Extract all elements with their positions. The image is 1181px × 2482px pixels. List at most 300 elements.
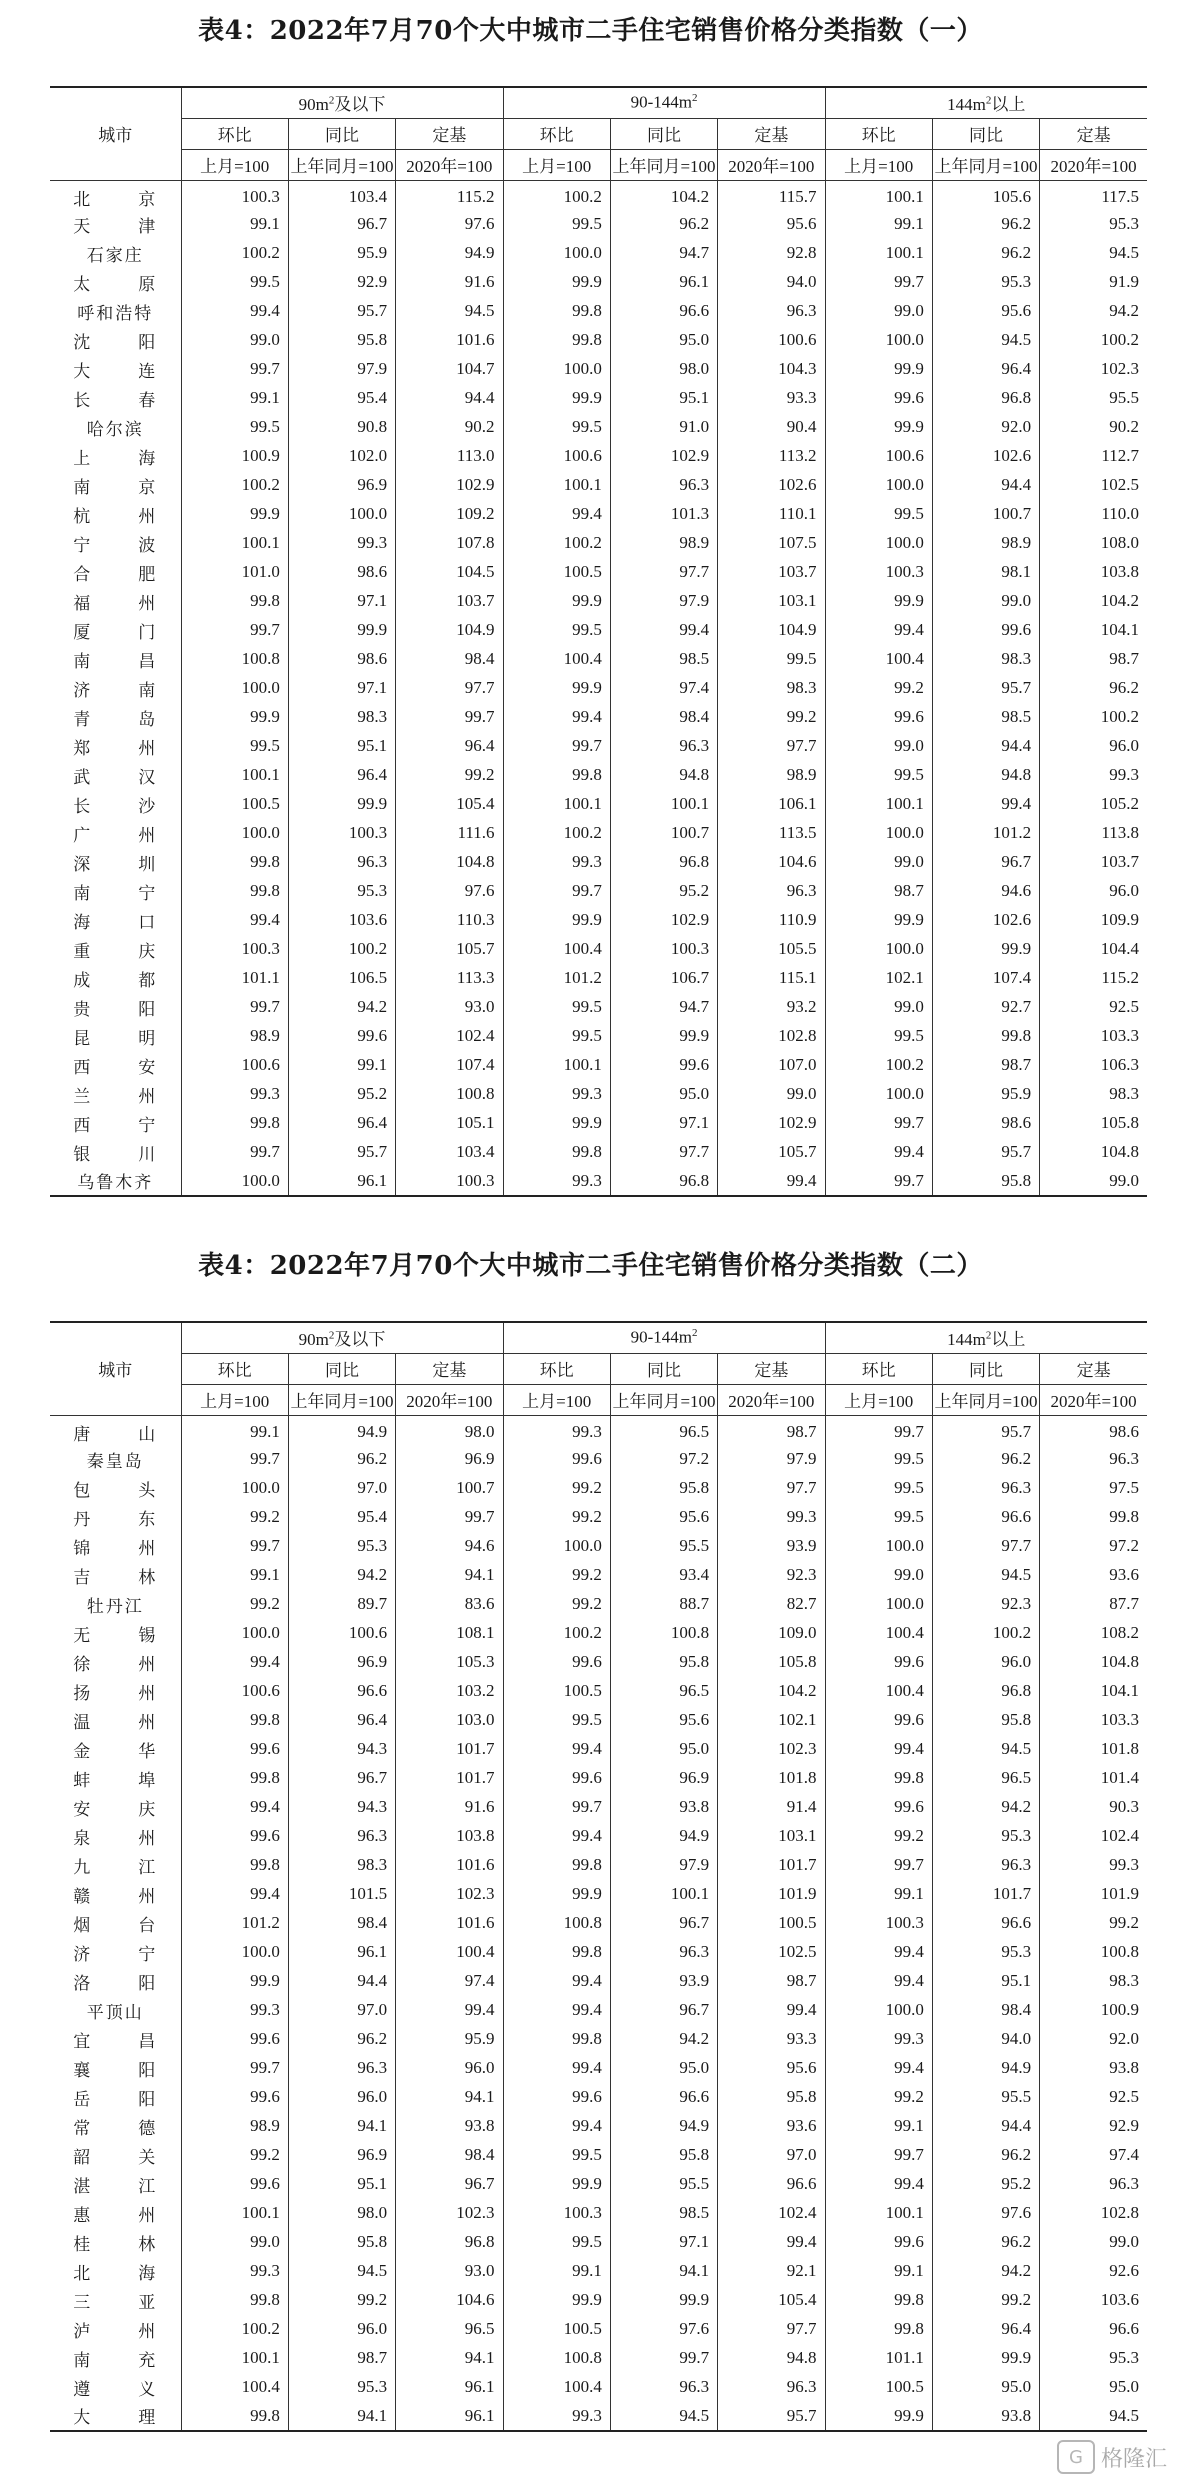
index-value: 94.9 — [610, 1822, 717, 1851]
index-value: 82.7 — [718, 1590, 825, 1619]
index-value: 100.4 — [181, 2373, 288, 2402]
table-row — [50, 326, 1147, 355]
index-value: 99.8 — [181, 848, 288, 877]
index-value: 100.1 — [825, 239, 932, 268]
index-value: 99.9 — [932, 2344, 1039, 2373]
table-row — [50, 1619, 1147, 1648]
index-value: 101.6 — [396, 1909, 503, 1938]
index-value: 100.1 — [181, 2344, 288, 2373]
index-value: 99.7 — [825, 1109, 932, 1138]
index-value: 95.3 — [932, 268, 1039, 297]
index-value: 95.9 — [288, 239, 395, 268]
index-value: 99.7 — [181, 1445, 288, 1474]
table1-city-header: 城市 — [50, 87, 181, 180]
index-value: 95.3 — [1040, 2344, 1147, 2373]
index-value: 97.1 — [288, 674, 395, 703]
index-value: 96.6 — [610, 297, 717, 326]
index-value: 102.3 — [396, 2199, 503, 2228]
index-value: 98.4 — [396, 2141, 503, 2170]
table2-base-header: 上月=100 — [181, 1384, 288, 1415]
table2-subheader: 同比 — [610, 1353, 717, 1384]
index-value: 96.0 — [288, 2315, 395, 2344]
index-value: 91.6 — [396, 268, 503, 297]
index-value: 99.0 — [1040, 2228, 1147, 2257]
index-value: 96.4 — [932, 355, 1039, 384]
city-name: 襄阳 — [50, 2054, 181, 2083]
index-value: 100.2 — [181, 2315, 288, 2344]
index-value: 99.2 — [288, 2286, 395, 2315]
index-value: 99.6 — [503, 1764, 610, 1793]
index-value: 101.9 — [1040, 1880, 1147, 1909]
index-value: 100.5 — [503, 1677, 610, 1706]
index-value: 100.2 — [1040, 703, 1147, 732]
index-value: 95.0 — [610, 1080, 717, 1109]
index-value: 96.9 — [610, 1764, 717, 1793]
index-value: 100.0 — [288, 500, 395, 529]
table1-group-header-3: $144m^2$以上 — [825, 87, 1147, 118]
index-value: 101.1 — [825, 2344, 932, 2373]
index-value: 115.2 — [1040, 964, 1147, 993]
index-value: 100.0 — [181, 1619, 288, 1648]
table2-subheader: 定基 — [1040, 1353, 1147, 1384]
index-value: 99.6 — [825, 1648, 932, 1677]
index-value: 99.4 — [825, 1967, 932, 1996]
table2-base-header: 2020年=100 — [1040, 1384, 1147, 1415]
table-row — [50, 790, 1147, 819]
table-row — [50, 471, 1147, 500]
index-value: 98.0 — [396, 1415, 503, 1445]
index-value: 99.4 — [718, 1167, 825, 1196]
index-value: 113.3 — [396, 964, 503, 993]
city-name: 青岛 — [50, 703, 181, 732]
index-value: 103.7 — [718, 558, 825, 587]
index-value: 99.2 — [181, 2141, 288, 2170]
city-name: 平顶山 — [50, 1996, 181, 2025]
index-value: 90.4 — [718, 413, 825, 442]
city-name: 桂林 — [50, 2228, 181, 2257]
index-value: 91.4 — [718, 1793, 825, 1822]
index-value: 97.6 — [932, 2199, 1039, 2228]
index-value: 99.6 — [932, 616, 1039, 645]
index-value: 99.5 — [825, 761, 932, 790]
index-value: 99.6 — [825, 703, 932, 732]
index-value: 99.7 — [181, 1138, 288, 1167]
index-value: 96.3 — [610, 2373, 717, 2402]
index-value: 105.5 — [718, 935, 825, 964]
index-value: 94.2 — [610, 2025, 717, 2054]
index-value: 100.2 — [503, 529, 610, 558]
index-value: 117.5 — [1040, 180, 1147, 210]
index-value: 99.3 — [288, 529, 395, 558]
index-value: 99.0 — [181, 2228, 288, 2257]
index-value: 104.6 — [396, 2286, 503, 2315]
index-value: 100.1 — [825, 2199, 932, 2228]
index-value: 102.5 — [1040, 471, 1147, 500]
city-name: 蚌埠 — [50, 1764, 181, 1793]
index-value: 99.1 — [181, 210, 288, 239]
table-row — [50, 1706, 1147, 1735]
index-value: 98.3 — [1040, 1080, 1147, 1109]
index-value: 97.9 — [610, 587, 717, 616]
index-value: 99.0 — [181, 326, 288, 355]
index-value: 99.7 — [825, 2141, 932, 2170]
index-value: 96.1 — [288, 1167, 395, 1196]
index-value: 99.3 — [718, 1503, 825, 1532]
index-value: 96.4 — [288, 761, 395, 790]
index-value: 102.5 — [718, 1938, 825, 1967]
index-value: 99.2 — [503, 1474, 610, 1503]
index-value: 87.7 — [1040, 1590, 1147, 1619]
index-value: 99.4 — [825, 2054, 932, 2083]
index-value: 99.8 — [503, 326, 610, 355]
index-value: 95.1 — [288, 2170, 395, 2199]
index-value: 104.2 — [718, 1677, 825, 1706]
index-value: 95.1 — [610, 384, 717, 413]
index-value: 109.2 — [396, 500, 503, 529]
index-value: 94.2 — [288, 1561, 395, 1590]
index-value: 90.3 — [1040, 1793, 1147, 1822]
table1-subheader: 同比 — [932, 118, 1039, 149]
table2-base-header: 2020年=100 — [718, 1384, 825, 1415]
index-value: 100.7 — [396, 1474, 503, 1503]
index-value: 100.6 — [181, 1677, 288, 1706]
index-value: 95.8 — [288, 326, 395, 355]
index-value: 99.6 — [181, 1735, 288, 1764]
table-row — [50, 964, 1147, 993]
index-value: 99.7 — [503, 1793, 610, 1822]
index-value: 100.3 — [396, 1167, 503, 1196]
index-value: 95.9 — [396, 2025, 503, 2054]
index-value: 96.7 — [288, 1764, 395, 1793]
index-value: 108.2 — [1040, 1619, 1147, 1648]
index-value: 94.5 — [932, 1735, 1039, 1764]
city-name: 岳阳 — [50, 2083, 181, 2112]
index-value: 99.1 — [825, 2257, 932, 2286]
index-value: 99.2 — [181, 1590, 288, 1619]
index-value: 97.4 — [1040, 2141, 1147, 2170]
table-row — [50, 355, 1147, 384]
index-value: 100.0 — [825, 1532, 932, 1561]
index-value: 100.6 — [825, 442, 932, 471]
index-value: 112.7 — [1040, 442, 1147, 471]
index-value: 93.0 — [396, 993, 503, 1022]
index-value: 96.3 — [932, 1851, 1039, 1880]
index-value: 101.1 — [181, 964, 288, 993]
index-value: 105.8 — [718, 1648, 825, 1677]
index-value: 103.4 — [288, 180, 395, 210]
index-value: 96.7 — [610, 1909, 717, 1938]
index-value: 95.3 — [932, 1822, 1039, 1851]
index-value: 98.3 — [718, 674, 825, 703]
index-value: 95.2 — [288, 1080, 395, 1109]
city-name: 北京 — [50, 180, 181, 210]
index-value: 102.6 — [932, 906, 1039, 935]
index-value: 102.8 — [1040, 2199, 1147, 2228]
index-value: 94.1 — [396, 1561, 503, 1590]
index-value: 100.0 — [825, 1590, 932, 1619]
index-value: 101.4 — [1040, 1764, 1147, 1793]
index-value: 95.5 — [610, 1532, 717, 1561]
index-value: 96.7 — [932, 848, 1039, 877]
index-value: 99.6 — [503, 1648, 610, 1677]
index-value: 100.4 — [825, 1619, 932, 1648]
index-value: 99.1 — [181, 384, 288, 413]
index-value: 102.4 — [1040, 1822, 1147, 1851]
table-row — [50, 761, 1147, 790]
index-value: 99.4 — [181, 297, 288, 326]
index-value: 100.0 — [825, 529, 932, 558]
index-value: 99.5 — [825, 1474, 932, 1503]
table-row — [50, 2344, 1147, 2373]
index-value: 92.9 — [1040, 2112, 1147, 2141]
index-value: 103.2 — [396, 1677, 503, 1706]
city-name: 广州 — [50, 819, 181, 848]
index-value: 99.4 — [503, 1735, 610, 1764]
index-value: 100.0 — [503, 239, 610, 268]
index-value: 105.4 — [396, 790, 503, 819]
city-name: 三亚 — [50, 2286, 181, 2315]
index-value: 96.3 — [288, 2054, 395, 2083]
index-value: 99.6 — [503, 1445, 610, 1474]
index-value: 103.8 — [396, 1822, 503, 1851]
index-value: 99.4 — [610, 616, 717, 645]
index-value: 96.8 — [610, 848, 717, 877]
table-row — [50, 2112, 1147, 2141]
index-value: 96.0 — [396, 2054, 503, 2083]
index-value: 94.9 — [288, 1415, 395, 1445]
index-value: 105.3 — [396, 1648, 503, 1677]
city-name: 秦皇岛 — [50, 1445, 181, 1474]
index-value: 94.4 — [932, 471, 1039, 500]
table-row — [50, 2199, 1147, 2228]
index-value: 99.7 — [825, 1167, 932, 1196]
index-value: 96.3 — [718, 2373, 825, 2402]
table-row — [50, 413, 1147, 442]
index-value: 100.1 — [181, 529, 288, 558]
table-row — [50, 1445, 1147, 1474]
index-value: 100.0 — [825, 819, 932, 848]
index-value: 93.8 — [932, 2402, 1039, 2431]
index-value: 99.6 — [181, 2170, 288, 2199]
index-value: 99.4 — [181, 1648, 288, 1677]
index-value: 99.7 — [825, 1415, 932, 1445]
index-value: 101.7 — [396, 1735, 503, 1764]
index-value: 100.3 — [181, 935, 288, 964]
index-value: 99.2 — [503, 1590, 610, 1619]
index-value: 99.2 — [825, 2083, 932, 2112]
index-value: 100.2 — [825, 1051, 932, 1080]
table-row — [50, 2083, 1147, 2112]
index-value: 96.9 — [396, 1445, 503, 1474]
city-name: 泸州 — [50, 2315, 181, 2344]
index-value: 99.2 — [396, 761, 503, 790]
index-value: 100.5 — [503, 2315, 610, 2344]
table-row — [50, 732, 1147, 761]
city-name: 杭州 — [50, 500, 181, 529]
index-value: 99.6 — [181, 1822, 288, 1851]
city-name: 武汉 — [50, 761, 181, 790]
index-value: 99.4 — [825, 2170, 932, 2199]
table-row — [50, 1503, 1147, 1532]
index-value: 96.6 — [288, 1677, 395, 1706]
index-value: 96.4 — [932, 2315, 1039, 2344]
index-value: 99.9 — [610, 1022, 717, 1051]
city-name: 南宁 — [50, 877, 181, 906]
table-row — [50, 848, 1147, 877]
index-value: 102.3 — [396, 1880, 503, 1909]
index-value: 94.8 — [610, 761, 717, 790]
index-value: 99.5 — [503, 210, 610, 239]
index-value: 98.0 — [288, 2199, 395, 2228]
index-value: 96.8 — [610, 1167, 717, 1196]
index-value: 96.6 — [610, 2083, 717, 2112]
index-value: 99.3 — [825, 2025, 932, 2054]
index-value: 99.4 — [825, 1735, 932, 1764]
index-value: 102.0 — [288, 442, 395, 471]
index-value: 99.4 — [181, 1880, 288, 1909]
table-row — [50, 1967, 1147, 1996]
index-value: 107.8 — [396, 529, 503, 558]
index-value: 94.8 — [932, 761, 1039, 790]
index-value: 99.3 — [503, 848, 610, 877]
table-row — [50, 645, 1147, 674]
index-value: 99.5 — [503, 2141, 610, 2170]
index-value: 105.7 — [718, 1138, 825, 1167]
index-value: 102.1 — [825, 964, 932, 993]
index-value: 104.4 — [1040, 935, 1147, 964]
index-value: 99.8 — [503, 1938, 610, 1967]
city-name: 长春 — [50, 384, 181, 413]
index-value: 98.3 — [288, 1851, 395, 1880]
index-value: 100.1 — [610, 1880, 717, 1909]
index-value: 99.5 — [825, 1022, 932, 1051]
index-value: 113.0 — [396, 442, 503, 471]
city-name: 银川 — [50, 1138, 181, 1167]
index-value: 100.1 — [181, 2199, 288, 2228]
index-value: 98.9 — [932, 529, 1039, 558]
table-row — [50, 1909, 1147, 1938]
index-value: 99.9 — [181, 1967, 288, 1996]
index-value: 100.3 — [825, 1909, 932, 1938]
index-value: 113.2 — [718, 442, 825, 471]
index-value: 104.8 — [1040, 1648, 1147, 1677]
city-name: 宜昌 — [50, 2025, 181, 2054]
index-value: 99.5 — [825, 500, 932, 529]
index-value: 99.7 — [503, 877, 610, 906]
city-name: 重庆 — [50, 935, 181, 964]
table-row — [50, 674, 1147, 703]
table-row — [50, 500, 1147, 529]
index-value: 115.1 — [718, 964, 825, 993]
index-value: 96.3 — [932, 1474, 1039, 1503]
index-value: 96.7 — [288, 210, 395, 239]
index-value: 113.5 — [718, 819, 825, 848]
index-value: 96.3 — [1040, 2170, 1147, 2199]
index-value: 99.6 — [825, 2228, 932, 2257]
index-value: 99.3 — [503, 2402, 610, 2431]
index-value: 94.0 — [932, 2025, 1039, 2054]
index-value: 99.8 — [181, 1764, 288, 1793]
index-value: 95.5 — [932, 2083, 1039, 2112]
index-value: 104.9 — [718, 616, 825, 645]
index-value: 97.7 — [932, 1532, 1039, 1561]
table2-base-header: 上年同月=100 — [932, 1384, 1039, 1415]
index-value: 99.9 — [610, 2286, 717, 2315]
index-value: 99.3 — [1040, 761, 1147, 790]
index-value: 98.7 — [288, 2344, 395, 2373]
index-value: 97.5 — [1040, 1474, 1147, 1503]
table-row — [50, 1415, 1147, 1445]
index-value: 94.7 — [610, 239, 717, 268]
index-value: 94.1 — [610, 2257, 717, 2286]
index-value: 105.4 — [718, 2286, 825, 2315]
index-value: 95.8 — [932, 1167, 1039, 1196]
index-value: 98.9 — [610, 529, 717, 558]
index-value: 95.7 — [932, 1138, 1039, 1167]
index-value: 99.1 — [181, 1415, 288, 1445]
index-value: 99.4 — [503, 2054, 610, 2083]
index-value: 94.6 — [932, 877, 1039, 906]
table1-subheader: 环比 — [181, 118, 288, 149]
index-value: 103.3 — [1040, 1022, 1147, 1051]
index-value: 92.5 — [1040, 993, 1147, 1022]
index-value: 97.0 — [718, 2141, 825, 2170]
index-value: 99.8 — [503, 1138, 610, 1167]
index-value: 99.4 — [503, 1996, 610, 2025]
index-value: 95.6 — [718, 2054, 825, 2083]
city-name: 上海 — [50, 442, 181, 471]
index-value: 100.0 — [181, 674, 288, 703]
index-value: 103.6 — [288, 906, 395, 935]
index-value: 96.9 — [288, 471, 395, 500]
index-value: 92.8 — [718, 239, 825, 268]
index-value: 99.5 — [181, 413, 288, 442]
index-value: 99.4 — [503, 1967, 610, 1996]
table2-base-header: 上年同月=100 — [288, 1384, 395, 1415]
index-value: 96.9 — [288, 2141, 395, 2170]
index-value: 96.7 — [610, 1996, 717, 2025]
index-value: 94.5 — [1040, 239, 1147, 268]
index-value: 99.7 — [181, 355, 288, 384]
index-value: 102.3 — [718, 1735, 825, 1764]
city-name: 大连 — [50, 355, 181, 384]
index-value: 100.0 — [181, 1167, 288, 1196]
city-name: 温州 — [50, 1706, 181, 1735]
table1-base-header: 上年同月=100 — [932, 149, 1039, 180]
city-name: 南充 — [50, 2344, 181, 2373]
table-row — [50, 2373, 1147, 2402]
index-value: 95.7 — [718, 2402, 825, 2431]
table1-group-header-1: $90m^2$及以下 — [181, 87, 503, 118]
index-value: 99.4 — [503, 500, 610, 529]
index-value: 100.6 — [288, 1619, 395, 1648]
table-row — [50, 1793, 1147, 1822]
index-value: 99.7 — [181, 616, 288, 645]
city-name: 太原 — [50, 268, 181, 297]
index-value: 109.9 — [1040, 906, 1147, 935]
index-value: 103.8 — [1040, 558, 1147, 587]
index-value: 98.5 — [932, 703, 1039, 732]
index-value: 92.9 — [288, 268, 395, 297]
index-value: 94.4 — [932, 732, 1039, 761]
index-value: 99.5 — [503, 413, 610, 442]
index-value: 94.1 — [288, 2402, 395, 2431]
index-value: 96.6 — [932, 1909, 1039, 1938]
table-row — [50, 616, 1147, 645]
index-value: 100.4 — [825, 1677, 932, 1706]
index-value: 99.8 — [503, 297, 610, 326]
table1-base-header: 2020年=100 — [718, 149, 825, 180]
